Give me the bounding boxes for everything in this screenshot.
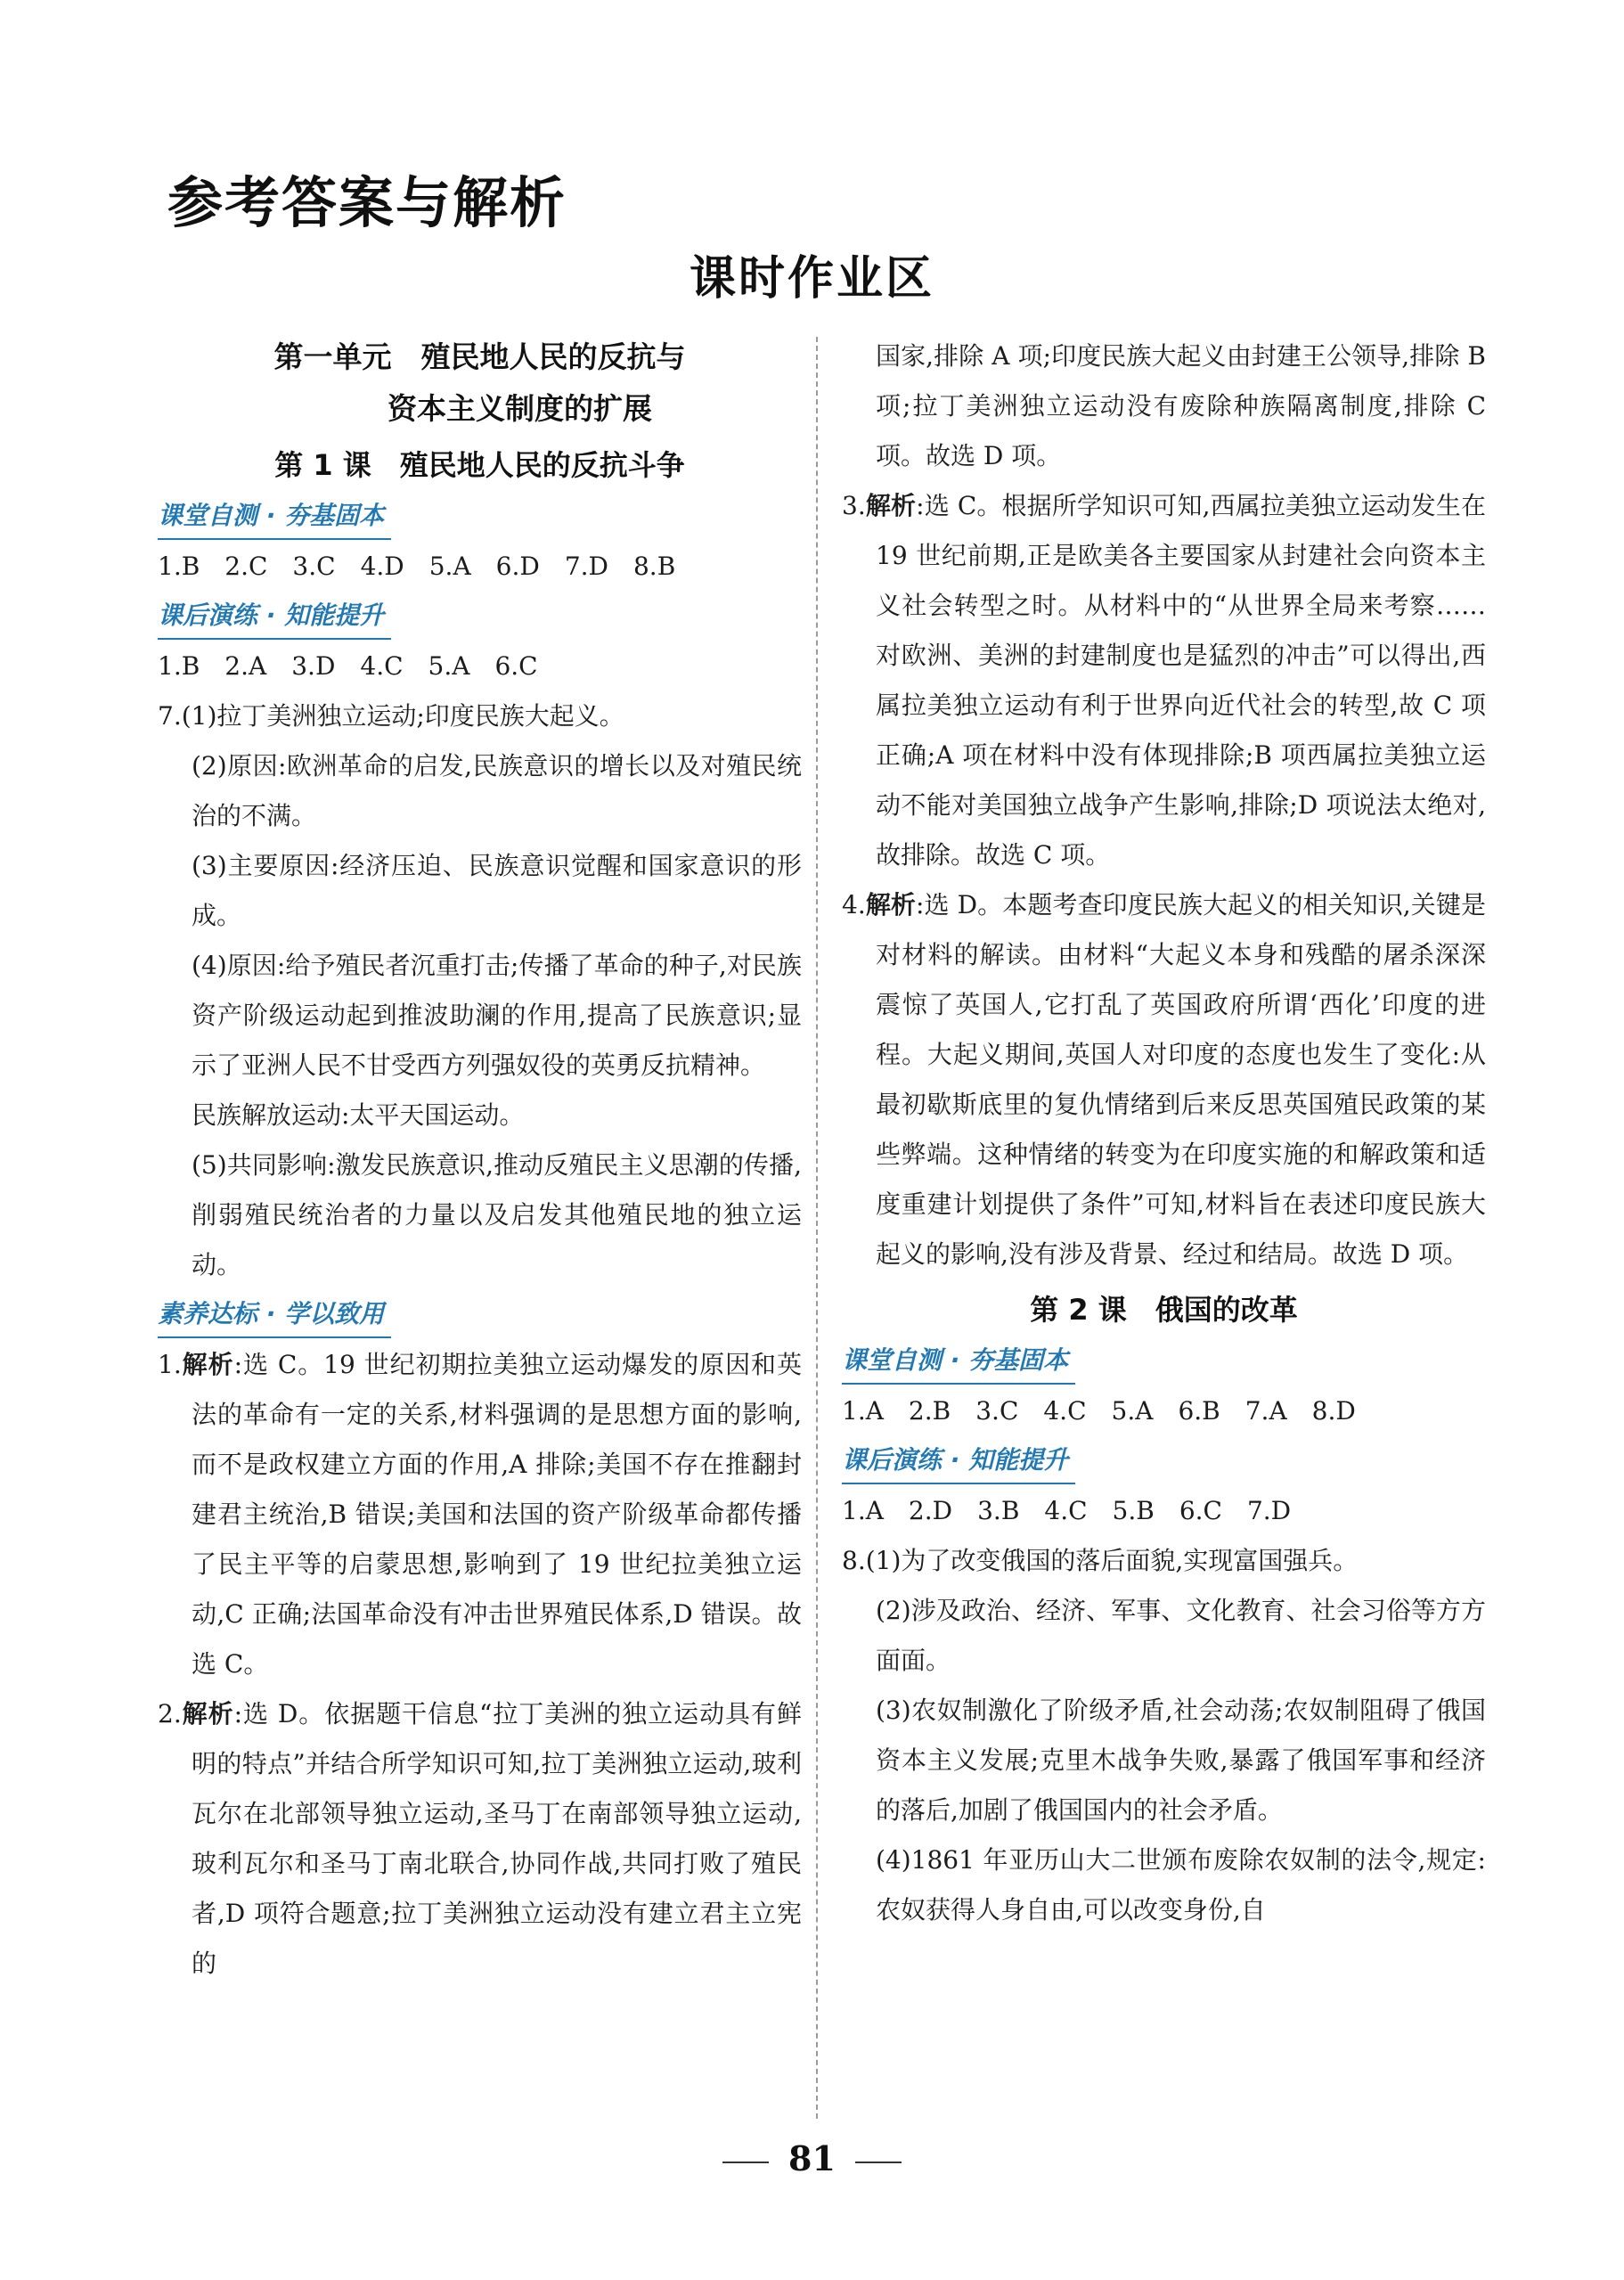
analysis-number: 1. — [158, 1350, 182, 1379]
right-column — [842, 331, 1486, 1935]
unit-title-line2: 资本主义制度的扩展 — [388, 391, 652, 426]
page-footer — [0, 2138, 1624, 2178]
zone-title: 课时作业区 — [689, 252, 934, 306]
main-title: 参考答案与解析 — [167, 170, 567, 235]
analysis-text: :选 D。本题考查印度民族大起义的相关知识,关键是对材料的解读。由材料“大起义本身和残酷的屠杀深深震惊了英国人,它打乱了英国政府所谓‘西化’印度的进程。大起义期间,英国人对印度的态度也发生了变化:从最初歇斯底里的复仇情绪到后来反思英国殖民政策的某些弊端。这种情绪的转变为在印度实施的和解政策和适度重建计划提供了条件”可知,材料旨在表述印度民族大起义的影响,没有涉及背景、经过和结局。故选 D 项。 — [876, 890, 1486, 1269]
q8-part3: (3)农奴制激化了阶级矛盾,社会动荡;农奴制阻碍了俄国资本主义发展;克里木战争失败,暴露了俄国军事和经济的落后,加剧了俄国国内的社会矛盾。 — [876, 1696, 1486, 1825]
q8-part2: (2)涉及政治、经济、军事、文化教育、社会习俗等方方面面。 — [876, 1596, 1486, 1675]
analysis-label: 解析 — [181, 1350, 234, 1379]
q7-part3: (3)主要原因:经济压迫、民族意识觉醒和国家意识的形成。 — [192, 851, 802, 930]
left-column — [158, 331, 802, 1989]
section-heading-after-class-practice: 课后演练 · 知能提升 — [842, 1438, 1075, 1484]
analysis-number: 4. — [842, 890, 866, 919]
analysis-label: 解析 — [181, 1699, 234, 1728]
footer-dash-left — [722, 2162, 769, 2163]
q8-part4: (4)1861 年亚历山大二世颁布废除农奴制的法令,规定:农奴获得人身自由,可以改变身份,自 — [876, 1845, 1486, 1925]
section-heading-classroom-test: 课堂自测 · 夯基固本 — [842, 1338, 1075, 1385]
analysis-number: 2. — [158, 1699, 182, 1728]
analysis-3 — [842, 481, 1486, 880]
unit-title-line1: 第一单元 殖民地人民的反抗与 — [273, 339, 686, 374]
answer-row: 1.A 2.B 3.C 4.C 5.A 6.B 7.A 8.D — [842, 1396, 1356, 1426]
answer-row: 1.B 2.A 3.D 4.C 5.A 6.C — [158, 651, 538, 681]
analysis-text: :选 D。依据题干信息“拉丁美洲的独立运动具有鲜明的特点”并结合所学知识可知,拉丁美洲独立运动,玻利瓦尔在北部领导独立运动,圣马丁在南部领导独立运动,玻利瓦尔和圣马丁南北联合,协同作战,共同打败了殖民者,D 项符合题意;拉丁美洲独立运动没有建立君主立宪的 — [192, 1699, 802, 1978]
analysis-1 — [158, 1340, 802, 1689]
analysis-4 — [842, 880, 1486, 1279]
analysis-2-continued: 国家,排除 A 项;印度民族大起义由封建王公领导,排除 B 项;拉丁美洲独立运动没有废除种族隔离制度,排除 C 项。故选 D 项。 — [876, 341, 1486, 470]
q7-part4-extra: 民族解放运动:太平天国运动。 — [192, 1100, 525, 1130]
q7-part4: (4)原因:给予殖民者沉重打击;传播了革命的种子,对民族资产阶级运动起到推波助澜的作用,提高了民族意识;显示了亚洲人民不甘受西方列强奴役的英勇反抗精神。 — [192, 951, 802, 1080]
analysis-label: 解析 — [865, 890, 917, 919]
q8-part1: 8.(1)为了改变俄国的落后面貌,实现富国强兵。 — [842, 1546, 1359, 1575]
analysis-text: :选 C。根据所学知识可知,西属拉美独立运动发生在 19 世纪前期,正是欧美各主要国家从封建社会向资本主义社会转型之时。从材料中的“从世界全局来考察……对欧洲、美洲的封建制度也是猛烈的冲击”可以得出,西属拉美独立运动有利于世界向近代社会的转型,故 C 项正确;A 项在材料中没有体现排除;B 项西属拉美独立运动不能对美国独立战争产生影响,排除;D 项说法太绝对,故排除。故选 C 项。 — [876, 491, 1486, 870]
column-divider — [816, 337, 818, 2119]
analysis-number: 3. — [842, 491, 866, 520]
page-number: 81 — [788, 2138, 836, 2178]
section-heading-classroom-test: 课堂自测 · 夯基固本 — [158, 494, 391, 540]
answer-row: 1.B 2.C 3.C 4.D 5.A 6.D 7.D 8.B — [158, 552, 676, 581]
section-heading-after-class-practice: 课后演练 · 知能提升 — [158, 593, 391, 640]
q7-part2: (2)原因:欧洲革命的启发,民族意识的增长以及对殖民统治的不满。 — [192, 751, 802, 830]
answer-row: 1.A 2.D 3.B 4.C 5.B 6.C 7.D — [842, 1496, 1292, 1525]
lesson-1-title: 第 1 课 殖民地人民的反抗斗争 — [274, 448, 685, 482]
analysis-label: 解析 — [865, 491, 917, 520]
lesson-2-title: 第 2 课 俄国的改革 — [1030, 1293, 1298, 1327]
footer-dash-right — [855, 2162, 902, 2163]
section-heading-competency: 素养达标 · 学以致用 — [158, 1292, 391, 1338]
analysis-text: :选 C。19 世纪初期拉美独立运动爆发的原因和英法的革命有一定的关系,材料强调的是思想方面的影响,而不是政权建立方面的作用,A 排除;美国不存在推翻封建君主统治,B 错误;美国和法国的资产阶级革命都传播了民主平等的启蒙思想,影响到了 19 世纪拉美独立运动,C 正确;法国革命没有冲击世界殖民体系,D 错误。故选 C。 — [192, 1350, 802, 1679]
q7-part5: (5)共同影响:激发民族意识,推动反殖民主义思潮的传播,削弱殖民统治者的力量以及启发其他殖民地的独立运动。 — [192, 1150, 802, 1279]
analysis-2 — [158, 1689, 802, 1989]
q7-part1: 7.(1)拉丁美洲独立运动;印度民族大起义。 — [158, 701, 624, 731]
